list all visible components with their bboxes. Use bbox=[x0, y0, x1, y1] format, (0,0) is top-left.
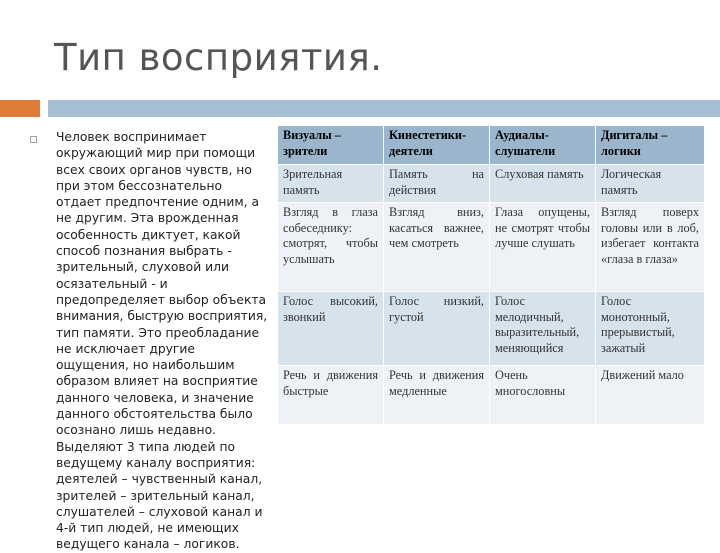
table-cell: Логическая память bbox=[596, 165, 705, 203]
table-cell: Голос мелодичный, выразительный, меняющийся bbox=[490, 292, 596, 366]
table-cell: Зрительная память bbox=[278, 165, 384, 203]
body-paragraph: Человек воспринимает окружающий мир при помощи всех своих органов чувств, но при этом бессознательно отдает предпочтение одним, а не другим. Эта врожденная особенность диктует, какой способ познания выбрать - зрительный, слуховой или осязательный - и предопределяет выбор объекта внимания, быструю восприятия, тип памяти. Это преобладание не исключает другие ощущения, но наибольшим образом влияет на восприятие данного человека, и значение данного обстоятельства было осознано лишь недавно. Выделяют 3 типа людей по ведущему каналу восприятия: деятелей – чувственный канал, зрителей – зрительный канал, слушателей – слуховой канал и 4-й тип людей, не имеющих ведущего канала – логиков. bbox=[56, 130, 268, 552]
table-cell: Взгляд в глаза собеседнику: смотрят, чтобы услышать bbox=[278, 203, 384, 292]
table-row bbox=[278, 203, 705, 292]
bullet-square-icon bbox=[30, 136, 37, 143]
header-visuals: Визуалы – зрители bbox=[278, 126, 384, 165]
table-cell: Речь и движения медленные bbox=[384, 366, 490, 425]
table-cell: Голос низкий, густой bbox=[384, 292, 490, 366]
header-digitals: Дигиталы – логики bbox=[596, 126, 705, 165]
accent-bar-orange bbox=[0, 100, 40, 117]
slide-title: Тип восприятия. bbox=[54, 36, 383, 79]
table-cell: Слуховая память bbox=[490, 165, 596, 203]
header-audials: Аудиалы- слушатели bbox=[490, 126, 596, 165]
table-row bbox=[278, 165, 705, 203]
table-cell: Взгляд поверх головы или в лоб, избегает контакта «глаза в глаза» bbox=[596, 203, 705, 292]
table-cell: Движений мало bbox=[596, 366, 705, 425]
table-row bbox=[278, 366, 705, 425]
table-cell: Глаза опущены, не смотрят чтобы лучше слушать bbox=[490, 203, 596, 292]
table-header-row bbox=[278, 126, 705, 165]
table-row bbox=[278, 292, 705, 366]
header-kinesthetics: Кинестетики- деятели bbox=[384, 126, 490, 165]
table-cell: Взгляд вниз, касаться важнее, чем смотреть bbox=[384, 203, 490, 292]
table-cell: Очень многословны bbox=[490, 366, 596, 425]
table-cell: Голос высокий, звонкий bbox=[278, 292, 384, 366]
table-cell: Память на действия bbox=[384, 165, 490, 203]
table-cell: Речь и движения быстрые bbox=[278, 366, 384, 425]
table-cell: Голос монотонный, прерывистый, зажатый bbox=[596, 292, 705, 366]
accent-bar-blue bbox=[48, 100, 720, 117]
perception-types-table bbox=[277, 125, 705, 425]
